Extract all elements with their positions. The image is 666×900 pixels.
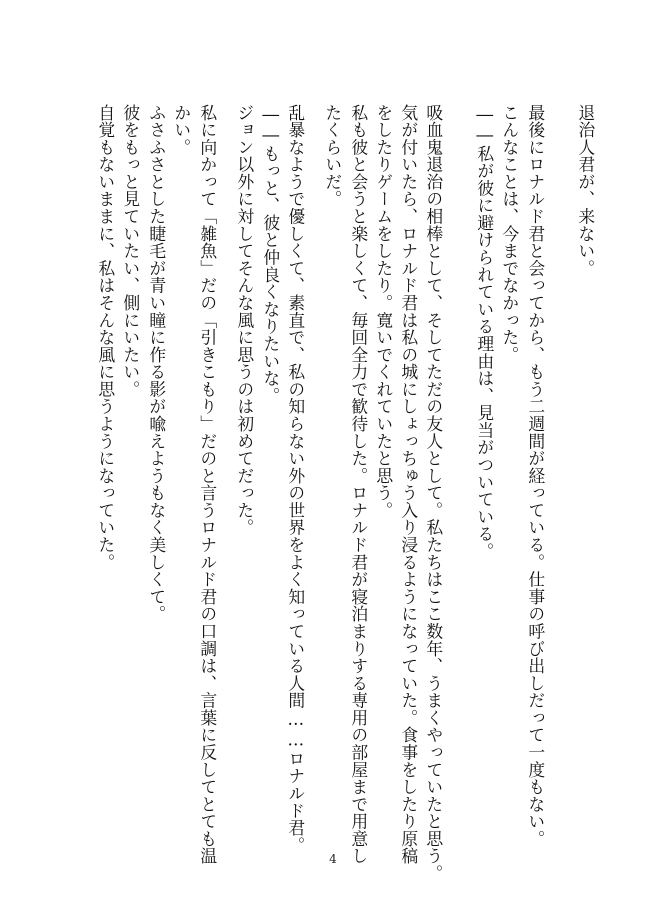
text-line-9: をしたりゲームをしたり。寛いでくれていたと思う。 <box>373 104 394 519</box>
text-line-10: 私も彼と会うと楽しくて、毎回全力で歓待した。ロナルド君が寝泊まりする専用の部屋まで用意し <box>348 104 369 865</box>
text-line-12: 乱暴なようで優しくて、素直で、私の知らない外の世界をよく知っている人間……ロナルド君。 <box>285 104 306 854</box>
text-line-4: こんなことは、今までなかった。 <box>499 104 520 364</box>
text-line-19: 自覚もないままに、私はそんな風に思うようになっていた。 <box>95 104 116 571</box>
text-line-1: 退治人君が、来ない。 <box>575 104 596 277</box>
text-line-11: たくらいだ。 <box>322 104 343 208</box>
text-line-14: ジョン以外に対してそんな風に思うのは初めてだった。 <box>234 104 255 537</box>
text-line-16: かい。 <box>171 104 192 156</box>
text-line-18: 彼をもっと見ていたい、側にいたい。 <box>120 104 141 398</box>
text-line-5: ――私が彼に避けられている理由は、見当がついている。 <box>474 104 495 560</box>
page-number: 4 <box>329 852 337 866</box>
text-line-8: 気が付いたら、ロナルド君は私の城にしょっちゅう入り浸るようになっていた。食事をしたり原稿 <box>398 104 419 865</box>
text-line-15: 私に向かって「雑魚」だの「引きこもり」だのと言うロナルド君の口調は、言葉に反してとても温 <box>197 104 218 865</box>
text-line-13: ――もっと、彼と仲良くなりたいな。 <box>260 104 281 405</box>
text-line-3: 最後にロナルド君と会ってから、もう二週間が経っている。仕事の呼び出しだって一度もない。 <box>525 104 546 848</box>
text-line-7: 吸血鬼退治の相棒として、そしてただの友人として。私たちはここ数年、うまくやっていたと思う。 <box>423 104 444 883</box>
text-line-17: ふさふさとした睫毛が青い瞳に作る影が喩えようもなく美しくて。 <box>146 104 167 623</box>
